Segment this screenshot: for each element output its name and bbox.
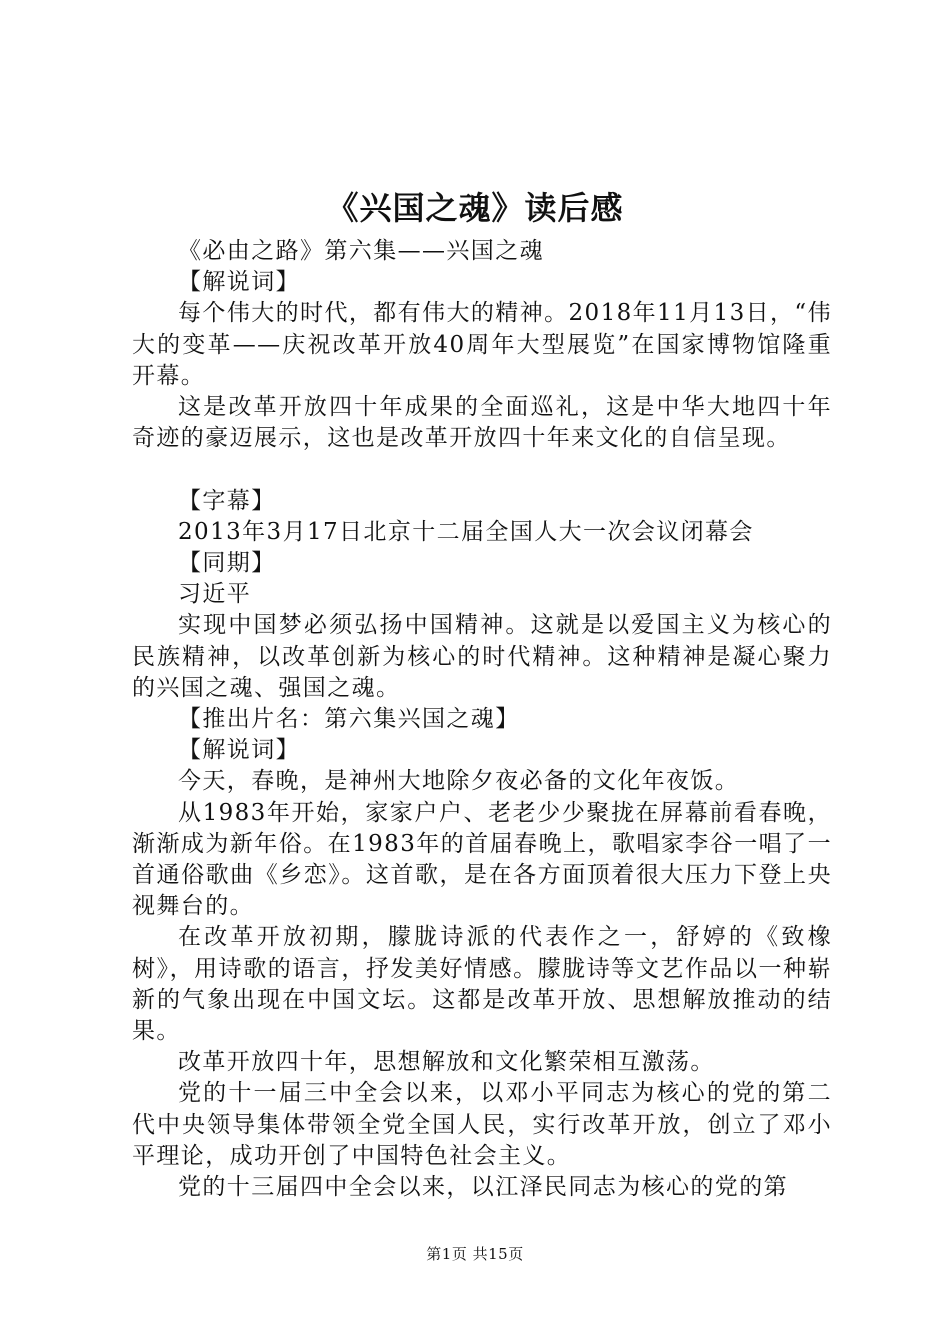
paragraph: 《必由之路》第六集——兴国之魂 [178,238,544,264]
paragraph: 【解说词】 [178,737,300,764]
paragraph: 党的十一届三中全会以来，以邓小平同志为核心的党的第二代中央领导集体带领全党全国人民，实行改革开放，创立了邓小平理论，成功开创了中国特色社会主义。 [132,1080,832,1169]
paragraph: 今天，春晚，是神州大地除夕夜必备的文化年夜饭。 [178,768,740,795]
paragraph: 改革开放四十年，思想解放和文化繁荣相互激荡。 [178,1049,715,1076]
paragraph: 这是改革开放四十年成果的全面巡礼，这是中华大地四十年奇迹的豪迈展示，这也是改革开放四十年来文化的自信呈现。 [132,394,832,452]
document-body [132,236,832,1203]
paragraph: 【解说词】 [178,269,300,296]
paragraph: 习近平 [178,581,252,608]
paragraph: 2013年3月17日北京十二届全国人大一次会议闭幕会 [178,518,754,545]
paragraph: 【同期】 [178,550,276,577]
paragraph: 【字幕】 [178,487,276,514]
blank-line [132,454,832,485]
paragraph: 在改革开放初期，朦胧诗派的代表作之一，舒婷的《致橡树》，用诗歌的语言，抒发美好情感。朦胧诗等文艺作品以一种崭新的气象出现在中国文坛。这都是改革开放、思想解放推动的结果。 [132,924,832,1045]
page-footer: 第1页 共15页 [426,1245,524,1263]
paragraph: 实现中国梦必须弘扬中国精神。这就是以爱国主义为核心的民族精神，以改革创新为核心的时代精神。这种精神是凝心聚力的兴国之魂、强国之魂。 [132,612,832,701]
paragraph: 党的十三届四中全会以来，以江泽民同志为核心的党的第 [178,1174,788,1201]
paragraph: 从1983年开始，家家户户、老老少少聚拢在屏幕前看春晚，渐渐成为新年俗。在1983年的首届春晚上，歌唱家李谷一唱了一首通俗歌曲《乡恋》。这首歌，是在各方面顶着很大压力下登上央视舞台的。 [132,799,832,920]
paragraph: 【推出片名：第六集兴国之魂】 [178,706,520,733]
paragraph: 每个伟大的时代，都有伟大的精神。2018年11月13日，“伟大的变革——庆祝改革开放40周年大型展览”在国家博物馆隆重开幕。 [132,300,832,389]
document-title: 《兴国之魂》读后感 [326,189,624,227]
